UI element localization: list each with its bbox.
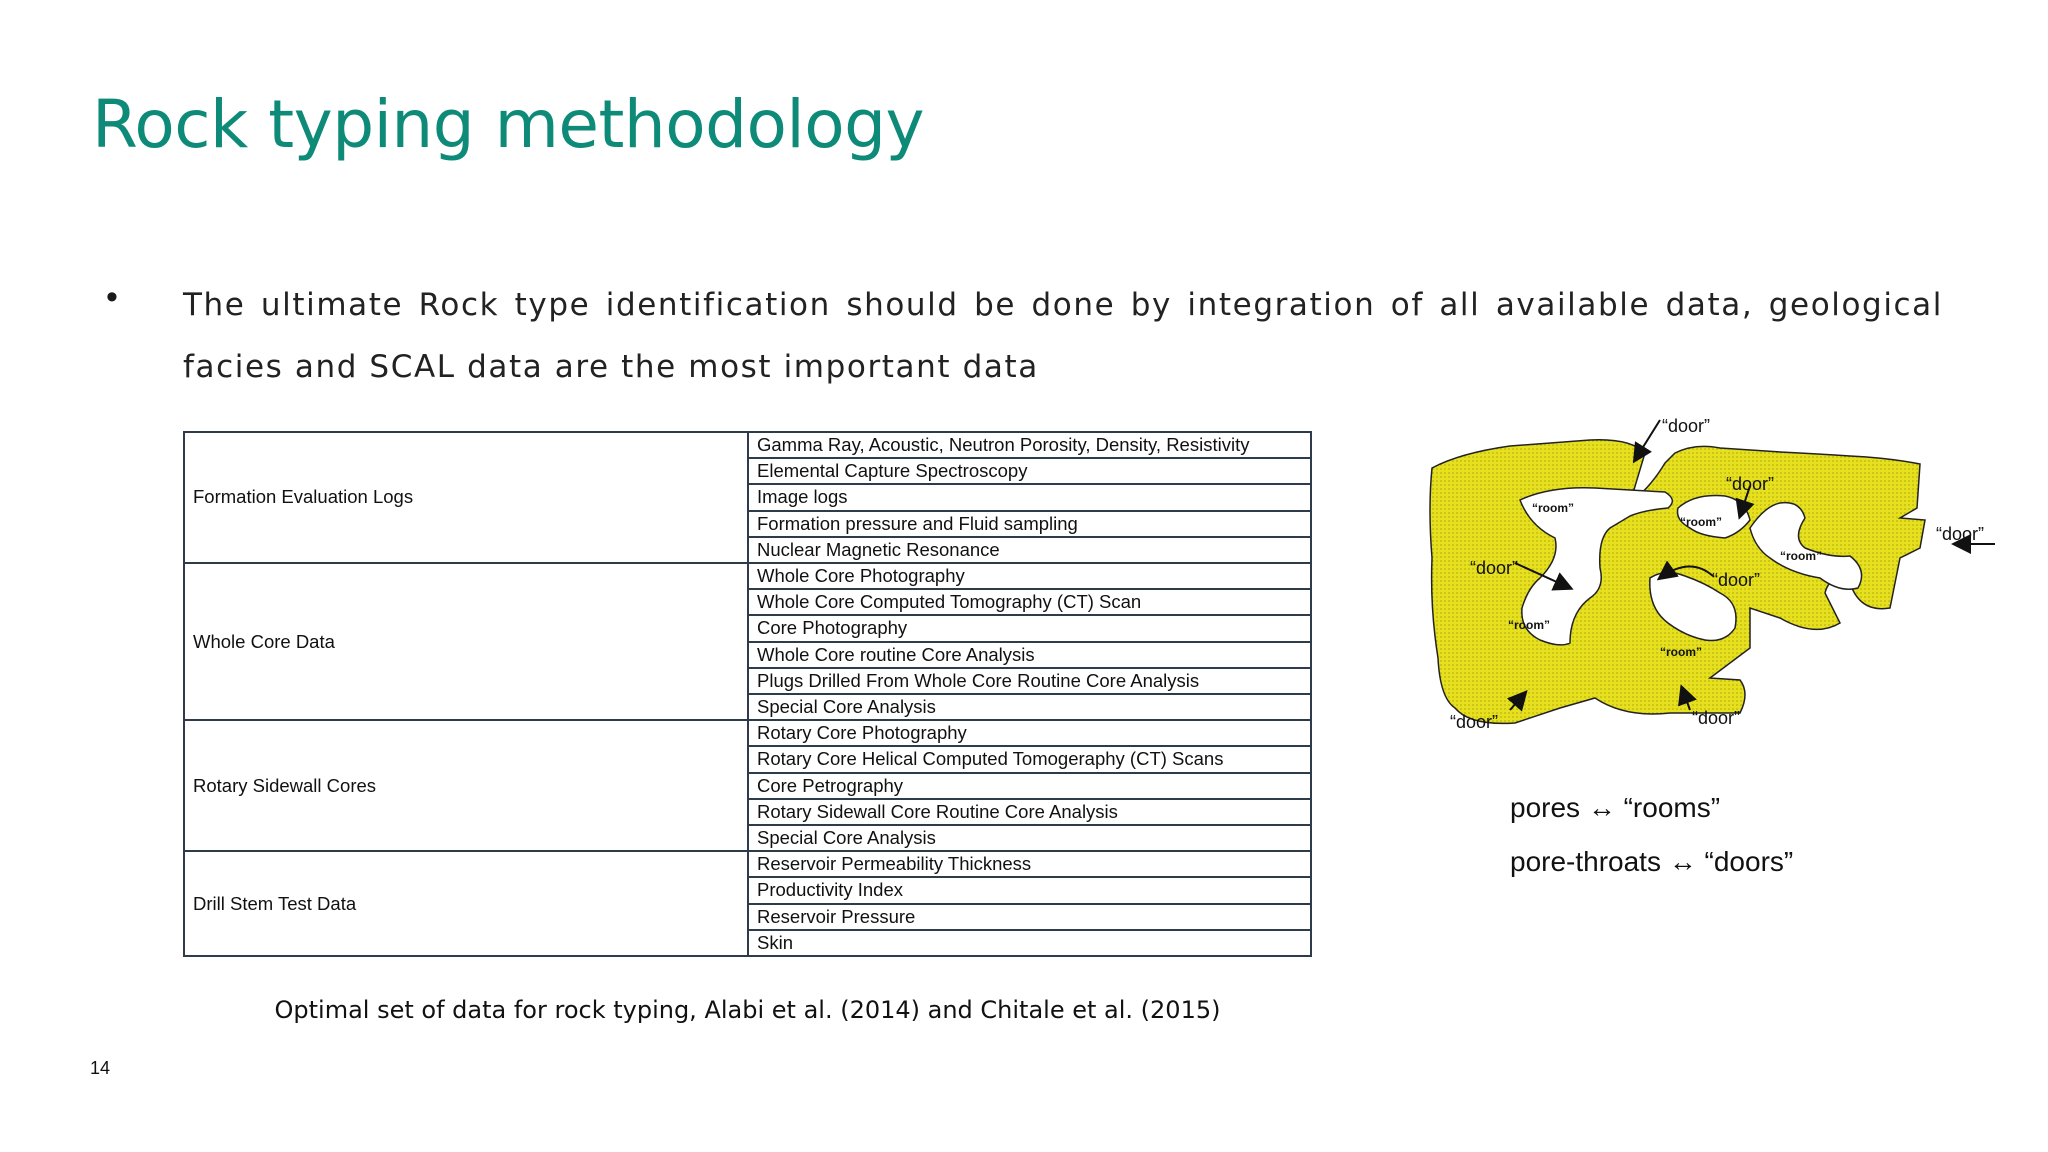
door-label: “door”	[1470, 558, 1519, 578]
table-item: Rotary Sidewall Core Routine Core Analysis	[748, 799, 1311, 825]
table-item: Core Petrography	[748, 773, 1311, 799]
table-category: Rotary Sidewall Cores	[184, 720, 748, 851]
table-item: Whole Core routine Core Analysis	[748, 642, 1311, 668]
page-number: 14	[90, 1058, 111, 1078]
table-category: Formation Evaluation Logs	[184, 432, 748, 563]
table-item: Rotary Core Photography	[748, 720, 1311, 746]
table-item: Image logs	[748, 484, 1311, 510]
room-label: “room”	[1532, 501, 1574, 515]
table-item: Reservoir Pressure	[748, 904, 1311, 930]
door-label: “door”	[1692, 708, 1741, 728]
room-label: “room”	[1508, 618, 1550, 632]
table-item: Gamma Ray, Acoustic, Neutron Porosity, Density, Resistivity	[748, 432, 1311, 458]
legend-pore-throats: pore-throats ↔ “doors”	[1510, 846, 1794, 877]
table-item: Core Photography	[748, 615, 1311, 641]
room-label: “room”	[1680, 515, 1722, 529]
door-label: “door”	[1662, 416, 1711, 436]
room-label: “room”	[1660, 645, 1702, 659]
table-item: Productivity Index	[748, 877, 1311, 903]
door-label: “door”	[1936, 524, 1985, 544]
table-item: Elemental Capture Spectroscopy	[748, 458, 1311, 484]
table-item: Plugs Drilled From Whole Core Routine Core Analysis	[748, 668, 1311, 694]
table-item: Special Core Analysis	[748, 825, 1311, 851]
table-caption: Optimal set of data for rock typing, Alabi et al. (2014) and Chitale et al. (2015)	[274, 996, 1221, 1024]
door-arrow	[1635, 420, 1660, 460]
door-label: “door”	[1712, 570, 1761, 590]
table-item: Skin	[748, 930, 1311, 956]
table-item: Whole Core Photography	[748, 563, 1311, 589]
pore-room-door-diagram	[1420, 408, 2020, 738]
door-label: “door”	[1450, 712, 1499, 732]
bullet-marker: •	[106, 278, 118, 316]
room-label: “room”	[1780, 549, 1822, 563]
bullet-text: The ultimate Rock type identification should be done by integration of all available data, geological facies and SCAL data are the most important data	[183, 287, 1943, 385]
table-item: Nuclear Magnetic Resonance	[748, 537, 1311, 563]
table-item: Special Core Analysis	[748, 694, 1311, 720]
table-category: Drill Stem Test Data	[184, 851, 748, 956]
rock-typing-data-table	[183, 431, 1312, 957]
table-item: Formation pressure and Fluid sampling	[748, 511, 1311, 537]
legend-pores: pores ↔ “rooms”	[1510, 792, 1721, 823]
table-category: Whole Core Data	[184, 563, 748, 720]
table-item: Reservoir Permeability Thickness	[748, 851, 1311, 877]
slide-title: Rock typing methodology	[92, 86, 925, 163]
table-item: Whole Core Computed Tomography (CT) Scan	[748, 589, 1311, 615]
table-item: Rotary Core Helical Computed Tomogeraphy (CT) Scans	[748, 746, 1311, 772]
door-label: “door”	[1726, 474, 1775, 494]
